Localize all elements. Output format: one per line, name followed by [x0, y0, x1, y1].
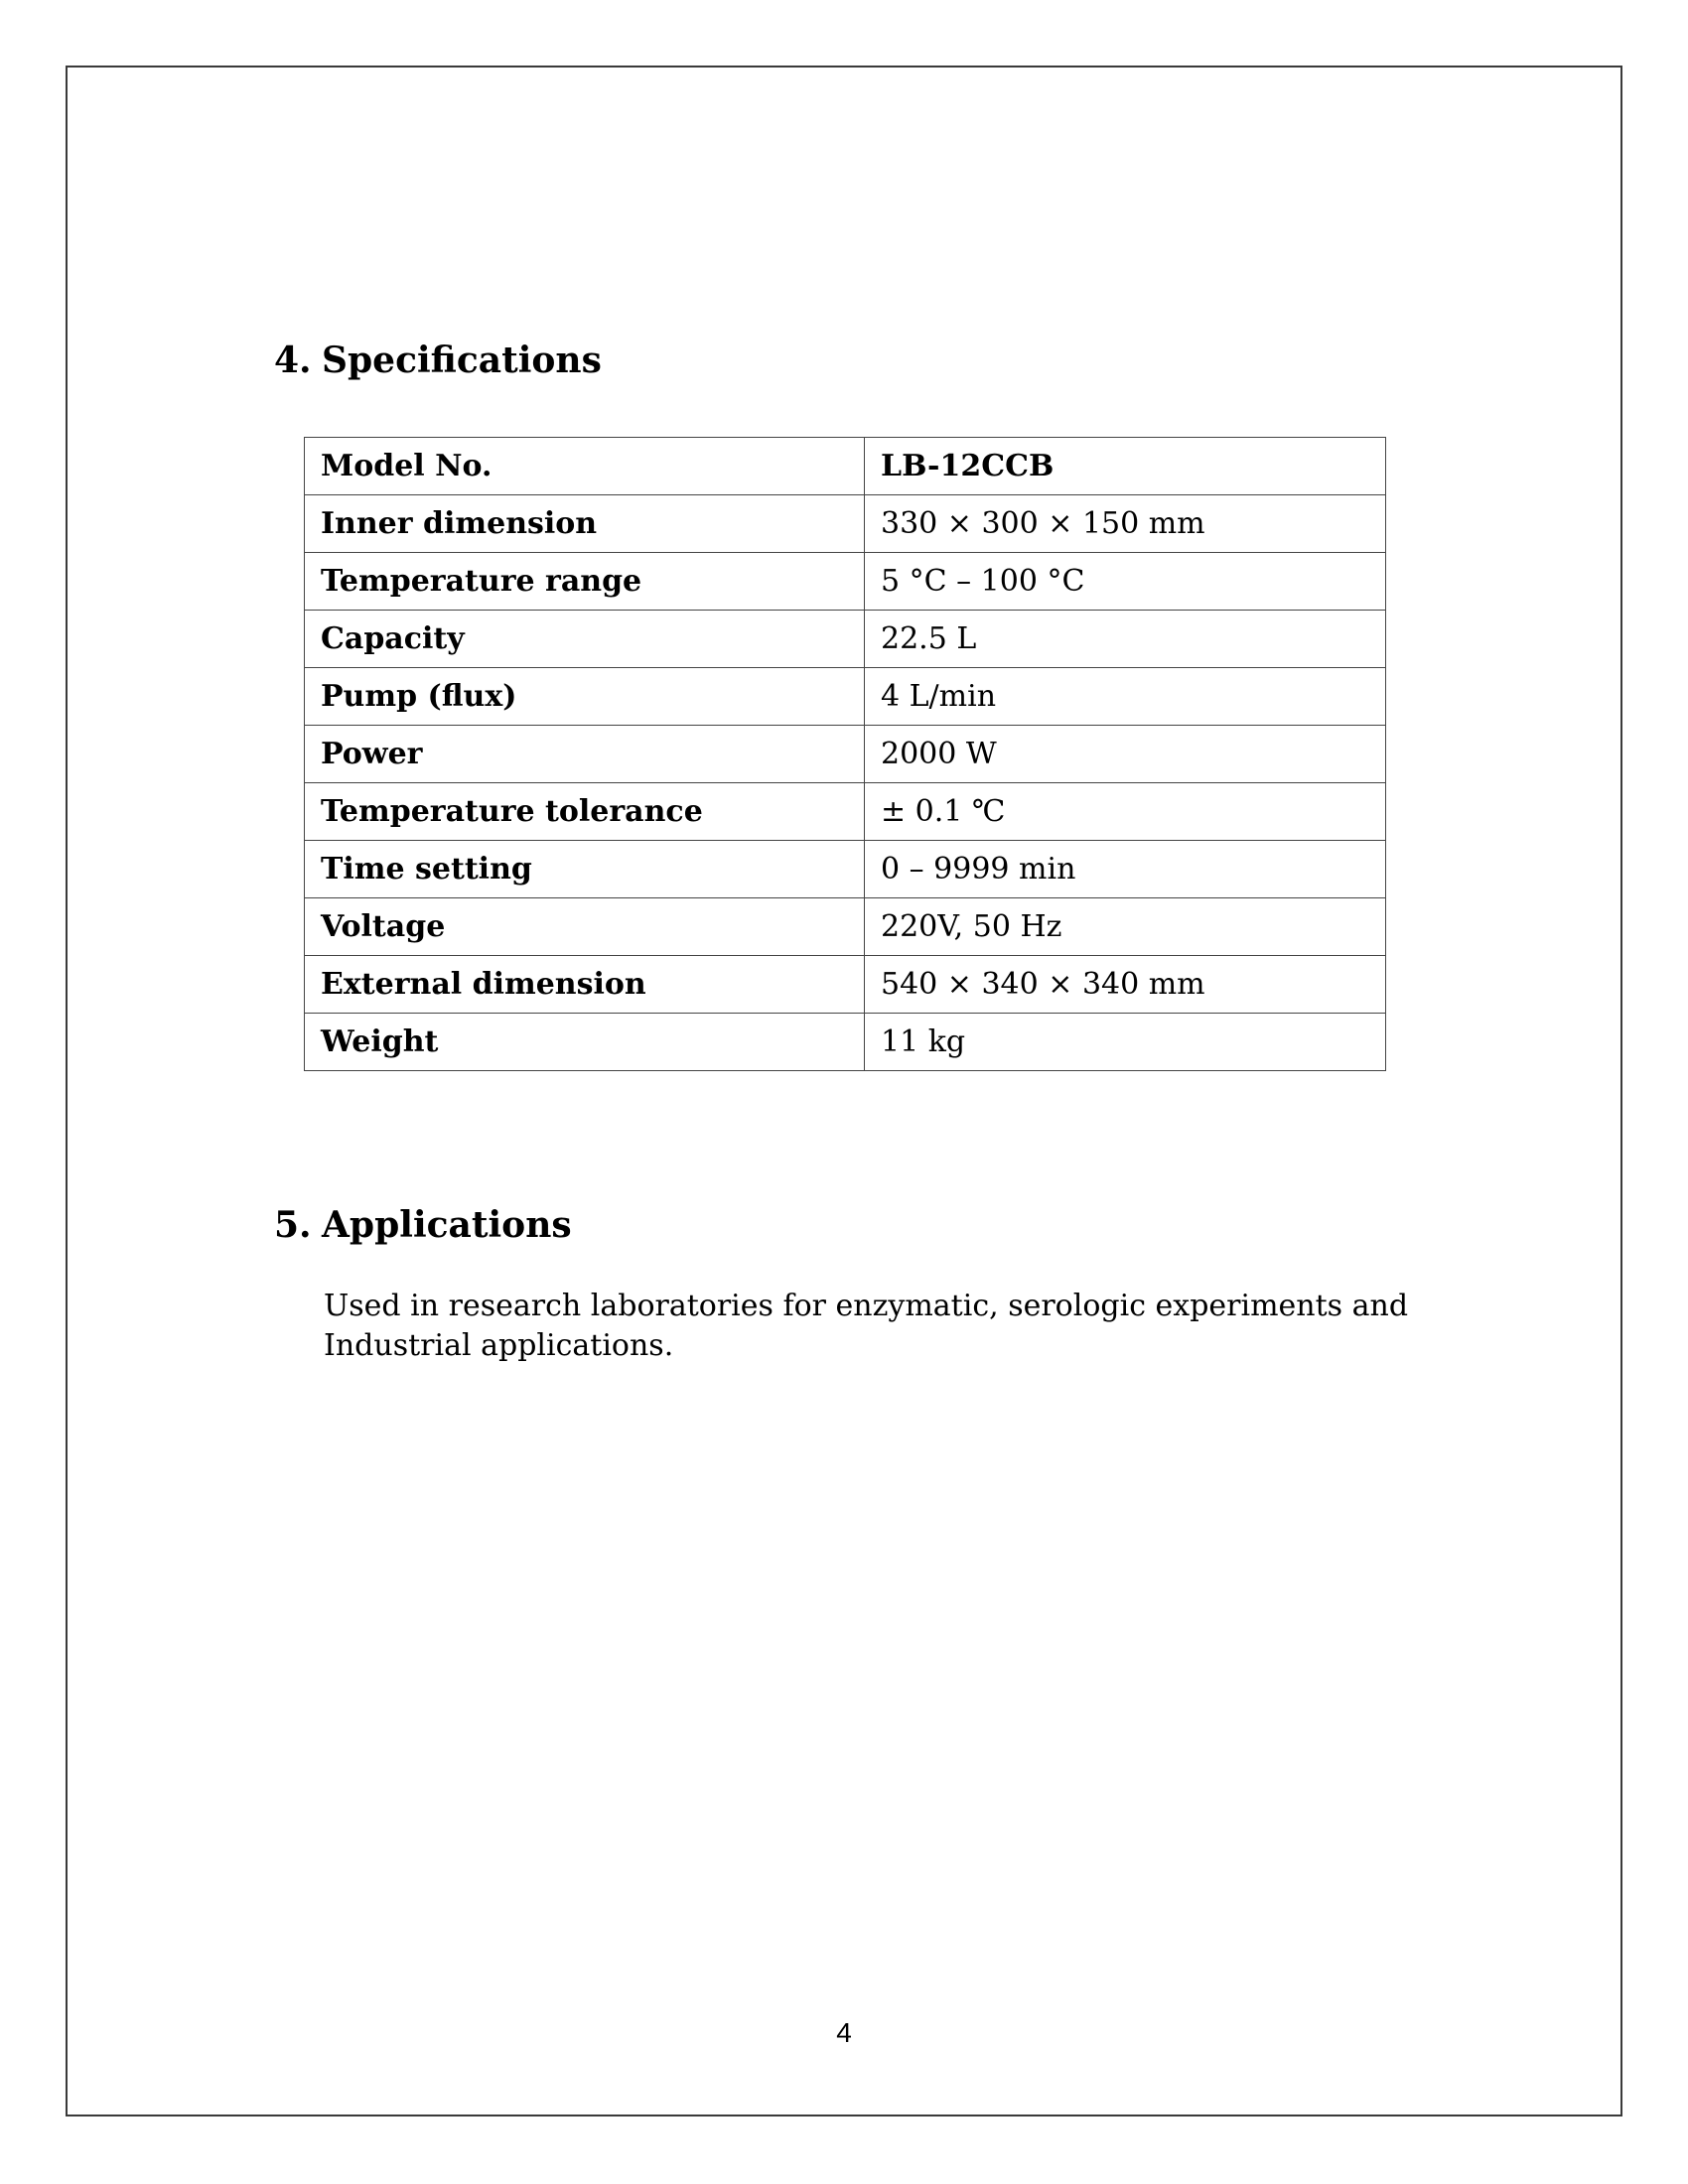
spec-label: Weight [305, 1014, 865, 1071]
table-row [305, 438, 1386, 495]
spec-label: Temperature tolerance [305, 783, 865, 841]
spec-value: 2000 W [865, 726, 1386, 783]
applications-number: 5. [274, 1204, 312, 1246]
spec-value: 540 × 340 × 340 mm [865, 956, 1386, 1014]
spec-label: Pump (flux) [305, 668, 865, 726]
spec-label: Voltage [305, 898, 865, 956]
specifications-number: 4. [274, 340, 312, 381]
table-row [305, 1014, 1386, 1071]
spec-label: Capacity [305, 611, 865, 668]
spec-label: External dimension [305, 956, 865, 1014]
specifications-table [304, 437, 1386, 1071]
specifications-heading [274, 339, 602, 382]
table-row [305, 956, 1386, 1014]
spec-value: 0 – 9999 min [865, 841, 1386, 898]
spec-value: 220V, 50 Hz [865, 898, 1386, 956]
spec-value: 11 kg [865, 1014, 1386, 1071]
table-row [305, 495, 1386, 553]
table-row [305, 783, 1386, 841]
applications-heading [274, 1203, 572, 1247]
table-row [305, 898, 1386, 956]
spec-label: Time setting [305, 841, 865, 898]
specifications-title: Specifications [322, 340, 602, 381]
spec-label: Temperature range [305, 553, 865, 611]
spec-label: Inner dimension [305, 495, 865, 553]
table-row [305, 668, 1386, 726]
spec-value: 22.5 L [865, 611, 1386, 668]
applications-body: Used in research laboratories for enzymatic, serologic experiments and Industrial applications. [324, 1289, 1409, 1363]
page-number: 4 [836, 2017, 852, 2048]
spec-value: 5 °C – 100 °C [865, 553, 1386, 611]
applications-title: Applications [322, 1204, 572, 1246]
spec-value: 4 L/min [865, 668, 1386, 726]
table-row [305, 553, 1386, 611]
table-row [305, 611, 1386, 668]
table-row [305, 841, 1386, 898]
spec-label: Power [305, 726, 865, 783]
spec-value: ± 0.1 ℃ [865, 783, 1386, 841]
table-row [305, 726, 1386, 783]
spec-value: LB-12CCB [865, 438, 1386, 495]
spec-value: 330 × 300 × 150 mm [865, 495, 1386, 553]
spec-label: Model No. [305, 438, 865, 495]
